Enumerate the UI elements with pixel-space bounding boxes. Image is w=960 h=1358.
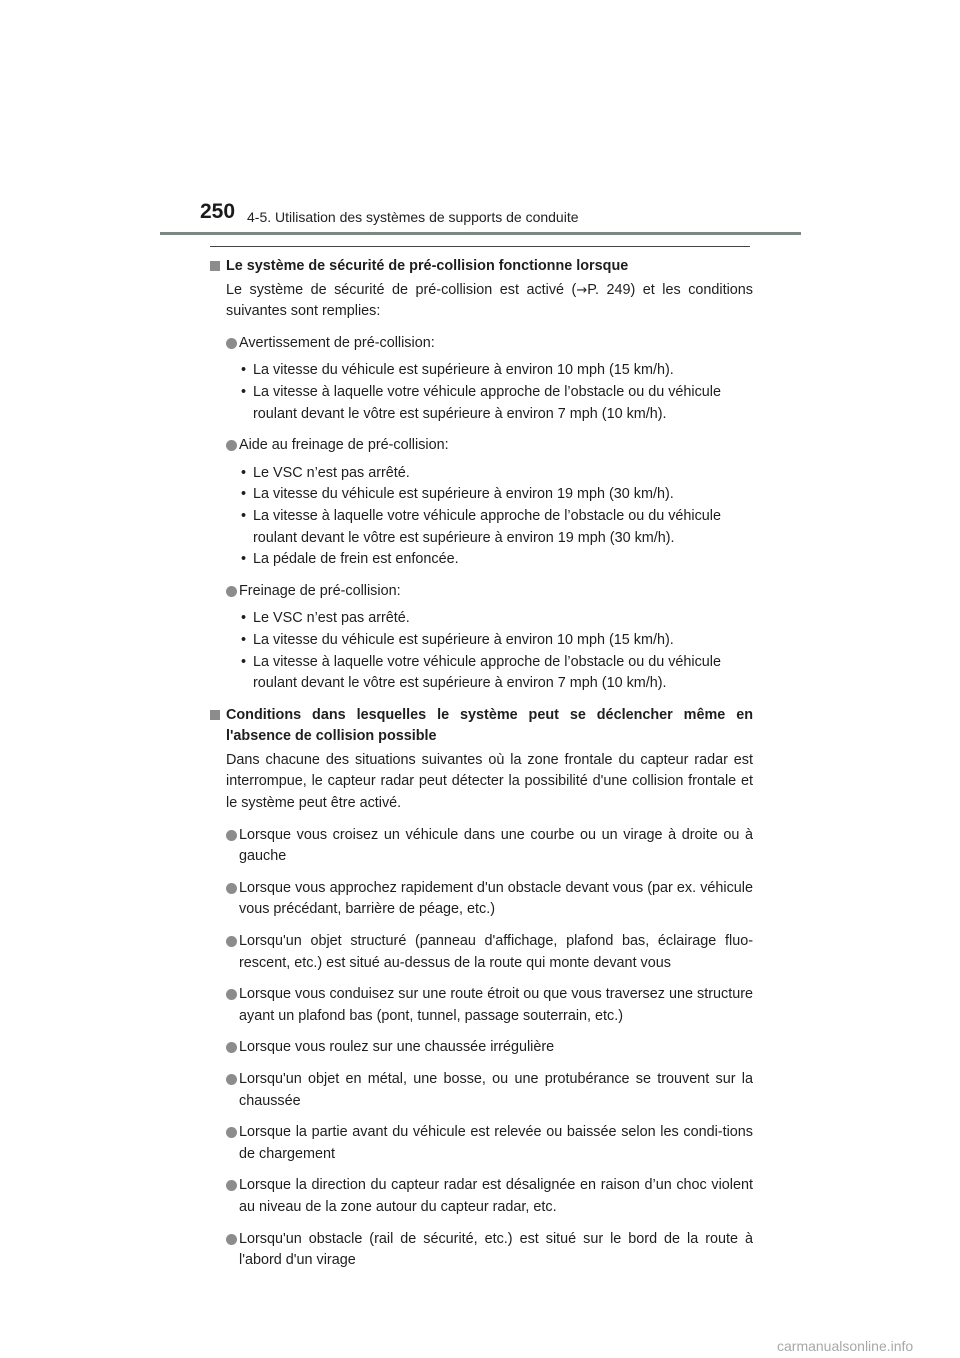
section-heading (210, 705, 753, 748)
sub-list-item-text: La pédale de frein est enfoncée. (253, 551, 459, 568)
dot-bullet-icon: • (241, 653, 247, 670)
list-item-text: Lorsqu'un obstacle (rail de sécurité, etc.) est situé sur le bord de la route à l'abord d'un virage (239, 1230, 753, 1269)
circle-bullet-icon (226, 1127, 237, 1138)
list-item-text: Lorsque vous croisez un véhicule dans une courbe ou un virage à droite ou à gauche (239, 826, 753, 865)
sub-list-item (210, 549, 753, 571)
circle-bullet-icon (226, 1074, 237, 1085)
list-item (210, 878, 753, 921)
circle-bullet-icon (226, 883, 237, 894)
watermark[interactable]: carmanualsonline.info (777, 1338, 914, 1354)
list-item (210, 984, 753, 1027)
list-item (210, 581, 753, 603)
circle-bullet-icon (226, 989, 237, 1000)
sub-list-item (210, 652, 753, 695)
circle-bullet-icon (226, 440, 237, 451)
circle-bullet-icon (226, 936, 237, 947)
sub-list (210, 360, 753, 425)
list-item-text: Lorsque vous conduisez sur une route étroit ou que vous traversez une structure ayant un plafond bas (pont, tunnel, passage souterrain, etc.) (239, 986, 753, 1024)
list-item-text: Aide au freinage de pré-collision: (239, 437, 449, 454)
page-content (210, 256, 753, 1272)
circle-bullet-icon (226, 1180, 237, 1191)
dot-bullet-icon: • (241, 631, 247, 648)
sub-list (210, 608, 753, 694)
dot-bullet-icon: • (241, 362, 247, 379)
section-heading (210, 256, 753, 278)
sub-list-item-text: La vitesse à laquelle votre véhicule approche de l’obstacle ou du véhicule roulant devant le vôtre est supérieure à environ 19 mph (30 km/h). (253, 507, 721, 546)
list-item (210, 333, 753, 355)
dot-bullet-icon: • (241, 464, 247, 481)
list-item-text: Lorsque vous roulez sur une chaussée irrégulière (239, 1039, 555, 1056)
circle-bullet-icon (226, 338, 237, 349)
sub-list-item (210, 630, 753, 652)
section-paragraph: Dans chacune des situations suivantes où la zone frontale du capteur radar est interrompue, le capteur radar peut détecter la possibilité d'une collision frontale et le système peut être activé. (226, 751, 753, 812)
dot-bullet-icon: • (241, 610, 247, 627)
list-item (210, 435, 753, 457)
section-heading-text: Conditions dans lesquelles le système peut se déclencher même en l'absence de collision possible (226, 706, 753, 745)
content-divider (210, 246, 750, 247)
square-bullet-icon (210, 261, 220, 271)
circle-bullet-icon (226, 830, 237, 841)
section-paragraph (210, 280, 753, 323)
sub-list-item-text: La vitesse du véhicule est supérieure à environ 19 mph (30 km/h). (253, 486, 674, 503)
square-bullet-icon (210, 710, 220, 720)
sub-list-item-text: La vitesse à laquelle votre véhicule approche de l’obstacle ou du véhicule roulant devant le vôtre est supérieure à environ 7 mph (10 km/h). (253, 383, 721, 422)
sub-list-item (210, 463, 753, 485)
section-activation-conditions (210, 256, 753, 695)
list-item-text: Avertissement de pré-collision: (239, 334, 435, 351)
list-item-text: Lorsque vous approchez rapidement d'un obstacle devant vous (par ex. véhicule vous précédant, barrière de péage, etc.) (239, 879, 753, 918)
sub-list-item-text: La vitesse du véhicule est supérieure à environ 10 mph (15 km/h). (253, 362, 674, 379)
circle-bullet-icon (226, 1042, 237, 1053)
sub-list-item-text: Le VSC n’est pas arrêté. (253, 610, 410, 627)
list-item (210, 1175, 753, 1218)
sub-list (210, 463, 753, 571)
list-item (210, 1122, 753, 1165)
page-number: 250 (200, 200, 236, 223)
dot-bullet-icon: • (241, 507, 247, 524)
paragraph-text-before: Le système de sécurité de pré-collision est activé ( (226, 281, 577, 298)
circle-bullet-icon (226, 586, 237, 597)
sub-list-item-text: La vitesse à laquelle votre véhicule approche de l’obstacle ou du véhicule roulant devant le vôtre est supérieure à environ 7 mph (10 km/h). (253, 653, 721, 692)
dot-bullet-icon: • (241, 383, 247, 400)
circle-bullet-icon (226, 1234, 237, 1245)
list-item (210, 1037, 753, 1059)
list-item-text: Lorsqu'un objet structuré (panneau d'affichage, plafond bas, éclairage fluo-rescent, etc.) est situé au-dessus de la route qui monte devant vous (239, 933, 753, 971)
page-header (0, 0, 960, 240)
header-divider (160, 232, 801, 235)
chapter-title: 4-5. Utilisation des systèmes de supports de conduite (247, 209, 579, 225)
list-item (210, 825, 753, 868)
sub-list-item (210, 506, 753, 549)
list-item-text: Lorsque la direction du capteur radar est désalignée en raison d’un choc violent au niveau de la zone autour du capteur radar, etc. (239, 1177, 753, 1215)
list-item-text: Freinage de pré-collision: (239, 582, 401, 599)
sub-list-item-text: Le VSC n’est pas arrêté. (253, 464, 410, 481)
list-item-text: Lorsque la partie avant du véhicule est relevée ou baissée selon les condi-tions de chargement (239, 1124, 753, 1162)
dot-bullet-icon: • (241, 551, 247, 568)
arrow-right-icon: → (576, 282, 588, 298)
list-item (210, 931, 753, 974)
list-item (210, 1229, 753, 1272)
list-item (210, 1069, 753, 1112)
dot-bullet-icon: • (241, 486, 247, 503)
list-item-text: Lorsqu'un objet en métal, une bosse, ou une protubérance se trouvent sur la chaussée (239, 1071, 753, 1109)
section-heading-text: Le système de sécurité de pré-collision fonctionne lorsque (226, 258, 629, 274)
sub-list-item (210, 382, 753, 425)
section-false-activation (210, 705, 753, 1272)
sub-list-item (210, 608, 753, 630)
sub-list-item (210, 484, 753, 506)
sub-list-item-text: La vitesse du véhicule est supérieure à environ 10 mph (15 km/h). (253, 631, 674, 648)
page-reference-link[interactable]: P. 249) et les conditions suivantes sont remplies: (226, 281, 754, 320)
sub-list-item (210, 360, 753, 382)
